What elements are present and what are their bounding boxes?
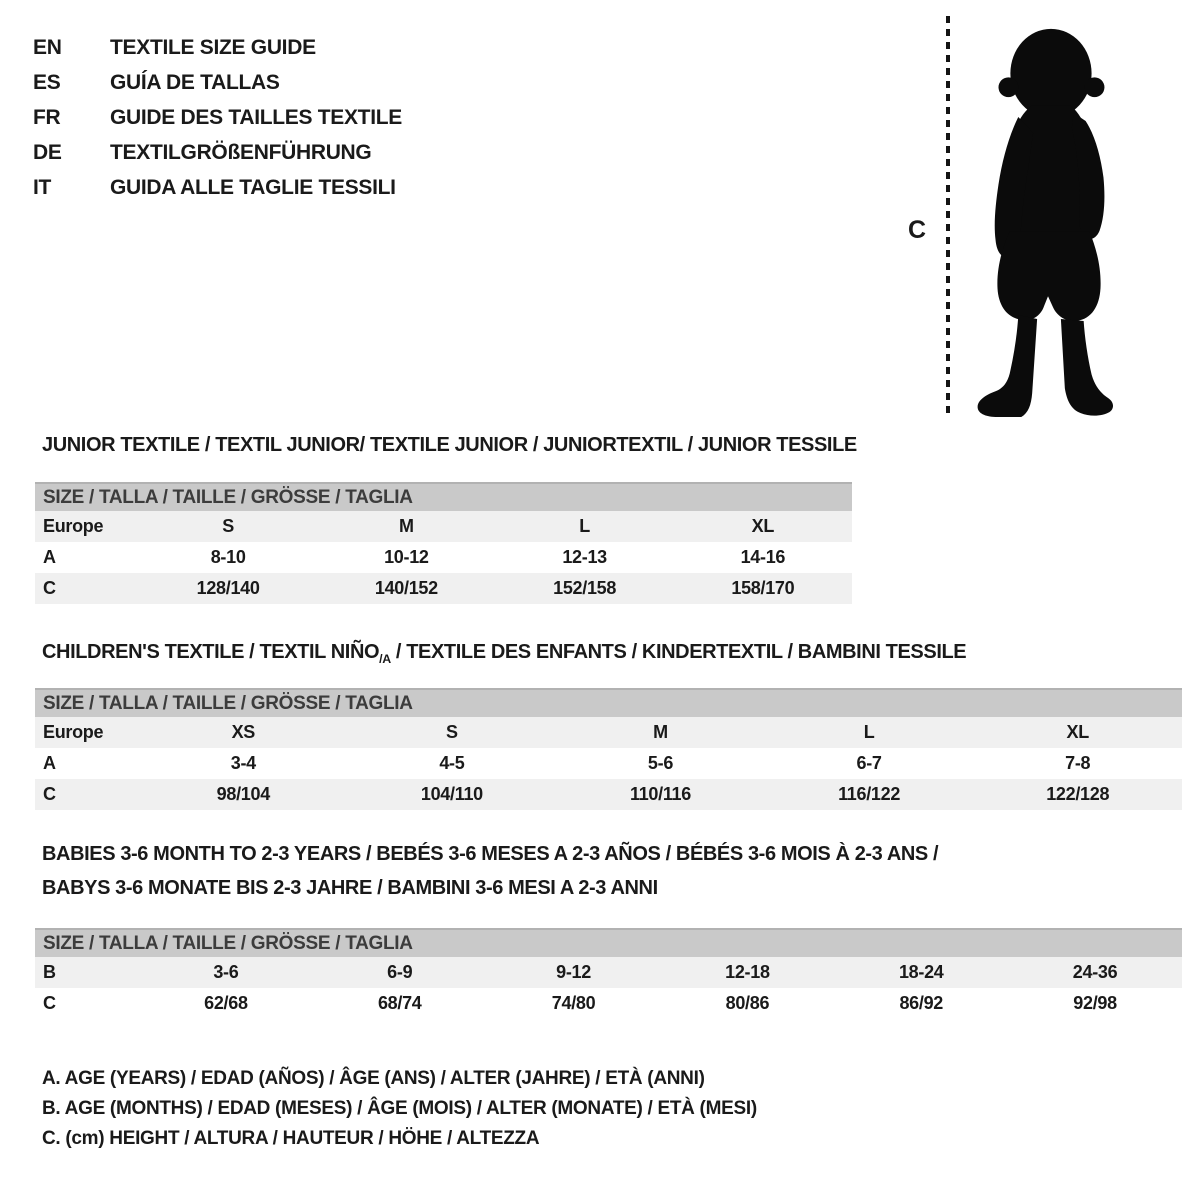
language-row [33, 100, 402, 135]
table-cell: 9-12 [556, 962, 591, 982]
table-cell: 98/104 [216, 784, 270, 804]
table-cell: L [863, 722, 875, 742]
junior-section-heading: JUNIOR TEXTILE / TEXTIL JUNIOR/ TEXTILE JUNIOR / JUNIORTEXTIL / JUNIOR TESSILE [42, 434, 857, 456]
children-heading-post: / TEXTILE DES ENFANTS / KINDERTEXTIL / BAMBINI TESSILE [390, 641, 967, 663]
children-size-table [35, 688, 1182, 810]
footnotes [42, 1064, 757, 1154]
table-cell: 68/74 [377, 993, 422, 1013]
language-code: IT [33, 175, 52, 199]
language-code: DE [33, 140, 62, 164]
language-row [33, 30, 402, 65]
babies-section-heading-line1: BABIES 3-6 MONTH TO 2-3 YEARS / BEBÉS 3-6 MESES A 2-3 AÑOS / BÉBÉS 3-6 MOIS À 2-3 ANS / [42, 843, 939, 865]
table-cell: 158/170 [731, 578, 795, 598]
table-cell: 6-9 [387, 962, 413, 982]
row-label: C [43, 578, 56, 598]
table-row [35, 573, 852, 604]
table-row [35, 748, 1182, 779]
row-label: Europe [43, 516, 104, 536]
toddler-silhouette-icon [958, 14, 1140, 420]
row-label: B [43, 962, 56, 982]
language-code: FR [33, 105, 61, 129]
row-label: C [43, 993, 56, 1013]
language-title: TEXTILGRÖßENFÜHRUNG [110, 140, 372, 164]
table-row [35, 542, 852, 573]
table-cell: 128/140 [196, 578, 260, 598]
table-cell: 3-6 [213, 962, 239, 982]
row-label: A [43, 753, 56, 773]
table-cell: XL [751, 516, 775, 536]
table-row [35, 957, 1182, 988]
table-row [35, 779, 1182, 810]
table-cell: 92/98 [1073, 993, 1117, 1013]
language-title: GUIDE DES TAILLES TEXTILE [110, 105, 402, 129]
table-cell: 104/110 [420, 784, 483, 804]
table-cell: 140/152 [374, 578, 438, 598]
row-label: C [43, 784, 56, 804]
row-label: A [43, 547, 56, 567]
language-title: TEXTILE SIZE GUIDE [110, 35, 316, 59]
table-cell: 14-16 [740, 547, 786, 567]
table-cell: 12-13 [562, 547, 607, 567]
table-cell: 7-8 [1065, 753, 1091, 773]
table-cell: 122/128 [1046, 784, 1110, 804]
table-cell: 116/122 [838, 784, 901, 804]
height-measure-dashed-line [946, 16, 950, 418]
table-cell: 80/86 [725, 993, 770, 1013]
table-cell: 110/116 [630, 784, 691, 804]
table-cell: XS [231, 722, 255, 742]
table-cell: 8-10 [210, 547, 246, 567]
children-section-heading [42, 641, 966, 666]
table-cell: 3-4 [230, 753, 256, 773]
table-cell: 74/80 [551, 993, 596, 1013]
row-label: Europe [43, 722, 104, 742]
language-title: GUÍA DE TALLAS [110, 70, 280, 94]
table-header-bar: SIZE / TALLA / TAILLE / GRÖSSE / TAGLIA [35, 928, 1182, 957]
table-cell: 152/158 [553, 578, 617, 598]
table-row [35, 511, 852, 542]
children-heading-pre: CHILDREN'S TEXTILE / TEXTIL NIÑO [42, 641, 380, 663]
children-heading-sub: /A [379, 652, 391, 666]
table-cell: M [653, 722, 668, 742]
language-row [33, 65, 402, 100]
table-cell: 24-36 [1072, 962, 1118, 982]
language-list [33, 30, 402, 205]
table-cell: 10-12 [384, 547, 429, 567]
babies-size-table [35, 928, 1182, 1019]
language-row [33, 135, 402, 170]
measure-c-label: C [908, 216, 927, 244]
table-header-bar: SIZE / TALLA / TAILLE / GRÖSSE / TAGLIA [35, 688, 1182, 717]
table-cell: 18-24 [898, 962, 944, 982]
table-header-bar: SIZE / TALLA / TAILLE / GRÖSSE / TAGLIA [35, 482, 852, 511]
junior-size-table [35, 482, 852, 604]
table-cell: S [446, 722, 458, 742]
table-cell: L [579, 516, 590, 536]
table-cell: 5-6 [647, 753, 674, 773]
table-cell: S [222, 516, 234, 536]
language-row [33, 170, 402, 205]
table-cell: 62/68 [204, 993, 248, 1013]
table-cell: M [399, 516, 414, 536]
footnote-age-years: A. AGE (YEARS) / EDAD (AÑOS) / ÂGE (ANS) / ALTER (JAHRE) / ETÀ (ANNI) [42, 1068, 705, 1089]
footnote-height-cm: C. (cm) HEIGHT / ALTURA / HAUTEUR / HÖHE / ALTEZZA [42, 1128, 540, 1149]
babies-section-heading-line2: BABYS 3-6 MONATE BIS 2-3 JAHRE / BAMBINI 3-6 MESI A 2-3 ANNI [42, 877, 658, 899]
table-cell: XL [1066, 722, 1089, 742]
table-cell: 86/92 [899, 993, 944, 1013]
table-row [35, 717, 1182, 748]
footnote-age-months: B. AGE (MONTHS) / EDAD (MESES) / ÂGE (MOIS) / ALTER (MONATE) / ETÀ (MESI) [42, 1098, 757, 1119]
language-title: GUIDA ALLE TAGLIE TESSILI [110, 175, 396, 199]
table-cell: 6-7 [856, 753, 882, 773]
table-cell: 12-18 [725, 962, 770, 982]
language-code: ES [33, 70, 61, 94]
table-cell: 4-5 [439, 753, 465, 773]
table-row [35, 988, 1182, 1019]
language-code: EN [33, 35, 62, 59]
